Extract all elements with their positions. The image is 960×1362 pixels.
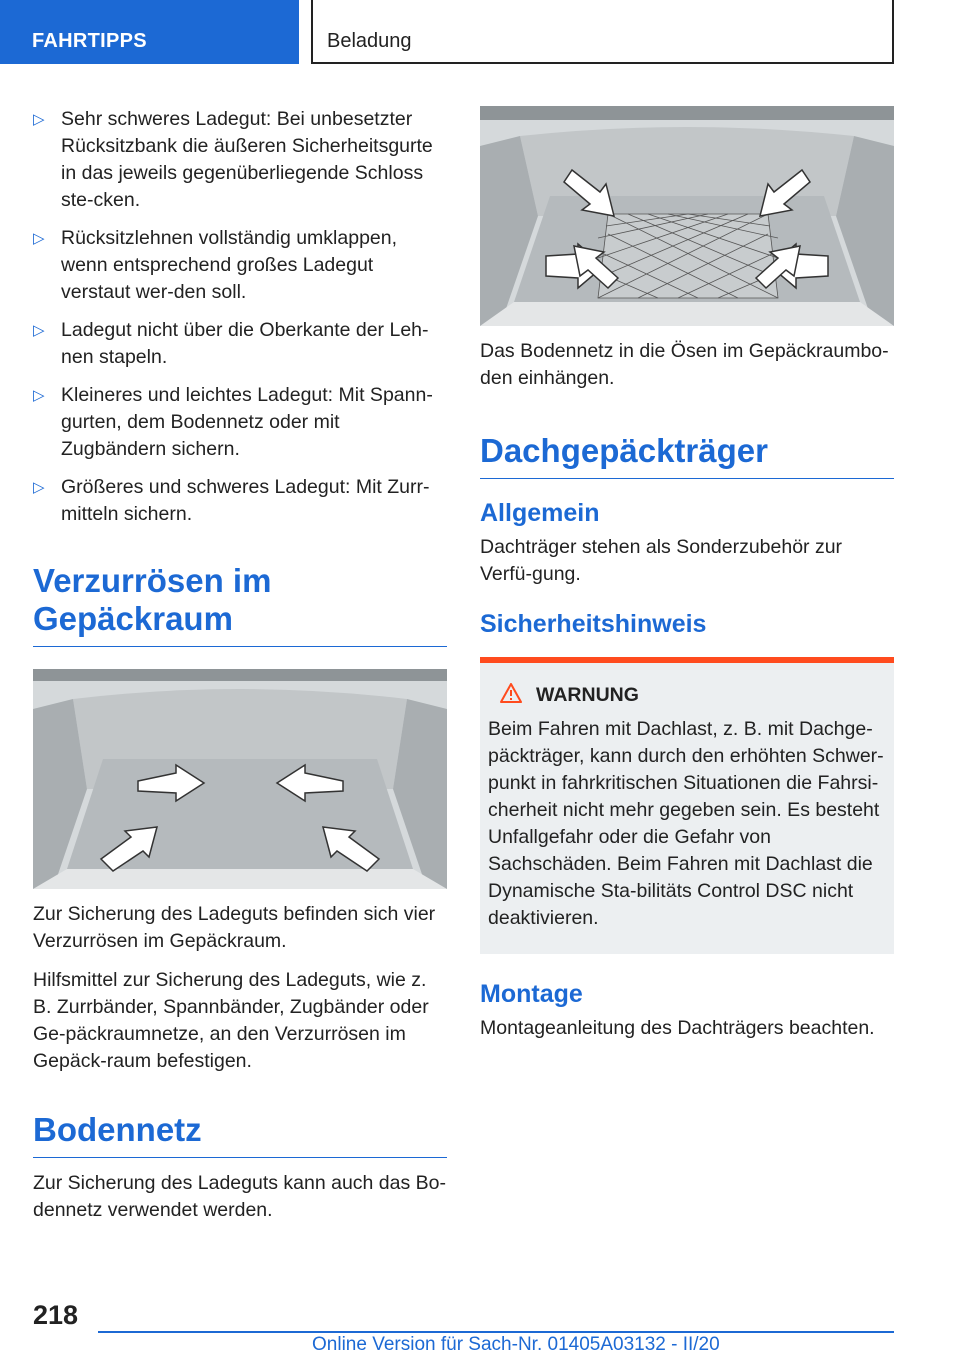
paragraph: Hilfsmittel zur Sicherung des Ladeguts, wie z. B. Zurrbänder, Spannbänder, Zugbänder oder Ge-päckraumnetze, an den Verzurrösen im Gepäck-raum befestigen. — [33, 969, 429, 1072]
list-item: ▷ Sehr schweres Ladegut: Bei unbesetzter Rücksitzbank die äußeren Sicherheitsgurte in das jeweils gegenüberliegende Schloss ste-cken. — [33, 108, 433, 211]
section-title-dachgepaecktraeger: Dachgepäckträger — [480, 432, 894, 479]
subsection-title-montage: Montage — [480, 980, 583, 1008]
list-item: ▷ Ladegut nicht über die Oberkante der Leh-nen stapeln. — [33, 319, 429, 368]
left-column — [33, 106, 447, 1224]
page-number: 218 — [33, 1300, 79, 1330]
list-item: ▷ Kleineres und leichtes Ladegut: Mit Spann-gurten, dem Bodennetz oder mit Zugbändern sichern. — [33, 384, 433, 460]
warning-box — [480, 657, 894, 954]
paragraph: Dachträger stehen als Sonderzubehör zur Verfü-gung. — [480, 536, 843, 585]
image-caption: Das Bodennetz in die Ösen im Gepäckraumbo-den einhängen. — [480, 340, 889, 389]
list-item: ▷ Größeres und schweres Ladegut: Mit Zurr-mitteln sichern. — [33, 476, 430, 525]
footer-version-text: Online Version für Sach-Nr. 01405A03132 - II/20 — [312, 1334, 720, 1355]
paragraph: Zur Sicherung des Ladeguts kann auch das Bo-dennetz verwendet werden. — [33, 1172, 447, 1221]
warning-label: WARNUNG — [536, 684, 639, 706]
warning-text: Beim Fahren mit Dachlast, z. B. mit Dachge-päckträger, kann durch den erhöhten Schwer-punkt in fahrkritischen Situationen die Fahrsi-cherheit nicht mehr gegeben sein. Es besteht Unfallgefahr oder die Gefahr von Sachschäden. Beim Fahren mit Dachlast die Dynamische Sta-bilitäts Control DSC nicht deaktivieren. — [488, 718, 884, 929]
floor-net-image — [480, 106, 894, 326]
footer-divider — [98, 1331, 894, 1333]
bullet-triangle-icon: ▷ — [33, 387, 45, 404]
bullet-triangle-icon: ▷ — [33, 111, 45, 128]
header-topic-label: Beladung — [327, 30, 412, 52]
section-title-bodennetz: Bodennetz — [33, 1111, 447, 1158]
header-section-tab — [0, 0, 299, 64]
warning-triangle-icon — [500, 683, 522, 708]
bullet-list — [33, 106, 447, 528]
list-item: ▷ Rücksitzlehnen vollständig umklappen, wenn entsprechend großes Ladegut verstaut wer-den soll. — [33, 227, 398, 303]
paragraph: Zur Sicherung des Ladeguts befinden sich vier Verzurrösen im Gepäckraum. — [33, 903, 436, 952]
subsection-title-allgemein: Allgemein — [480, 499, 600, 527]
paragraph: Montageanleitung des Dachträgers beachten. — [480, 1017, 875, 1039]
trunk-lashing-eyes-image — [33, 669, 447, 889]
header-section-label: FAHRTIPPS — [32, 30, 147, 52]
section-title-verzurroesen: Verzurrösen im Gepäckraum — [33, 562, 447, 647]
bullet-triangle-icon: ▷ — [33, 230, 45, 247]
bullet-triangle-icon: ▷ — [33, 322, 45, 339]
header-topic-tab — [311, 0, 894, 64]
subsection-title-sicherheitshinweis: Sicherheitshinweis — [480, 610, 707, 638]
right-column — [480, 106, 894, 1042]
bullet-triangle-icon: ▷ — [33, 479, 45, 496]
